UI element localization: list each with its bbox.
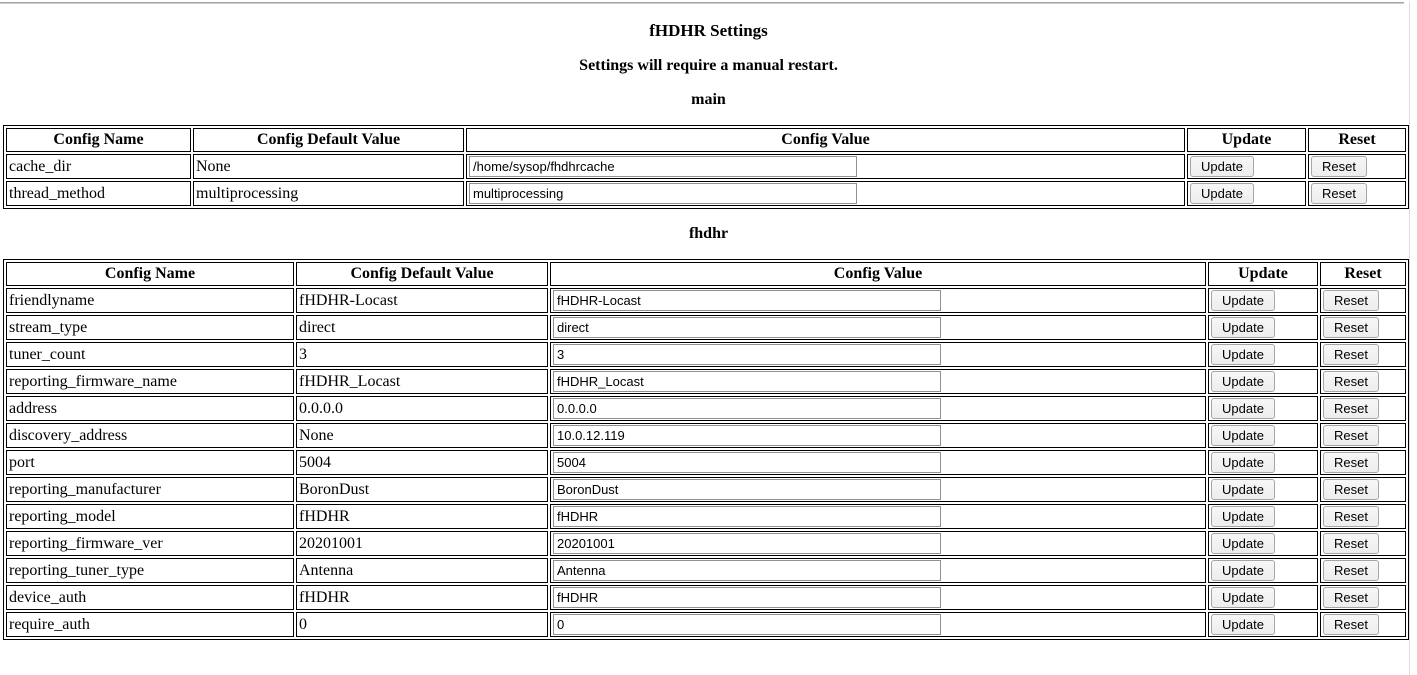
- config-value-cell: [550, 423, 1206, 448]
- config-default-cell: 0: [296, 612, 548, 637]
- config-value-input[interactable]: [553, 479, 941, 500]
- config-name-cell: thread_method: [6, 181, 191, 206]
- update-cell: [1208, 585, 1318, 610]
- config-default-cell: None: [193, 154, 464, 179]
- header-row: [6, 262, 1406, 286]
- update-button[interactable]: Update: [1190, 156, 1254, 177]
- reset-cell: [1320, 315, 1406, 340]
- config-value-cell: [550, 585, 1206, 610]
- reset-button[interactable]: Reset: [1323, 452, 1379, 473]
- config-default-cell: 20201001: [296, 531, 548, 556]
- config-value-input[interactable]: [553, 614, 941, 635]
- config-row: [6, 477, 1406, 502]
- update-button[interactable]: Update: [1211, 425, 1275, 446]
- update-button[interactable]: Update: [1211, 560, 1275, 581]
- reset-cell: [1320, 477, 1406, 502]
- scrollbar-divider: [1409, 2, 1410, 675]
- reset-cell: [1320, 342, 1406, 367]
- update-cell: [1208, 396, 1318, 421]
- column-header-config-value: Config Value: [550, 262, 1206, 286]
- config-value-input[interactable]: [553, 344, 941, 365]
- section-title-main: main: [691, 91, 726, 108]
- config-row: [6, 315, 1406, 340]
- config-row: [6, 504, 1406, 529]
- reset-button[interactable]: Reset: [1323, 587, 1379, 608]
- update-button[interactable]: Update: [1211, 506, 1275, 527]
- update-cell: [1208, 315, 1318, 340]
- config-name-cell: tuner_count: [6, 342, 294, 367]
- config-value-input[interactable]: [553, 317, 941, 338]
- config-row: [6, 531, 1406, 556]
- reset-button[interactable]: Reset: [1323, 317, 1379, 338]
- update-button[interactable]: Update: [1211, 344, 1275, 365]
- config-value-input[interactable]: [553, 452, 941, 473]
- update-cell: [1187, 154, 1306, 179]
- config-value-cell: [550, 531, 1206, 556]
- update-button[interactable]: Update: [1211, 290, 1275, 311]
- config-row: [6, 181, 1406, 206]
- update-cell: [1208, 288, 1318, 313]
- config-name-cell: require_auth: [6, 612, 294, 637]
- column-header-reset: Reset: [1308, 128, 1406, 152]
- config-value-input[interactable]: [553, 398, 941, 419]
- reset-button[interactable]: Reset: [1323, 290, 1379, 311]
- column-header-config-default: Config Default Value: [296, 262, 548, 286]
- config-value-cell: [550, 612, 1206, 637]
- config-default-cell: None: [296, 423, 548, 448]
- update-button[interactable]: Update: [1211, 371, 1275, 392]
- column-header-reset: Reset: [1320, 262, 1406, 286]
- update-button[interactable]: Update: [1190, 183, 1254, 204]
- config-name-cell: stream_type: [6, 315, 294, 340]
- config-default-cell: 0.0.0.0: [296, 396, 548, 421]
- config-default-cell: 5004: [296, 450, 548, 475]
- reset-cell: [1320, 612, 1406, 637]
- reset-cell: [1320, 558, 1406, 583]
- reset-button[interactable]: Reset: [1323, 506, 1379, 527]
- reset-button[interactable]: Reset: [1323, 533, 1379, 554]
- reset-cell: [1308, 181, 1406, 206]
- config-value-input[interactable]: [553, 425, 941, 446]
- config-value-input[interactable]: [553, 290, 941, 311]
- update-cell: [1208, 477, 1318, 502]
- column-header-config-default: Config Default Value: [193, 128, 464, 152]
- reset-cell: [1320, 504, 1406, 529]
- update-cell: [1208, 531, 1318, 556]
- top-divider: [0, 2, 1404, 4]
- config-table-main: [3, 125, 1409, 209]
- config-default-cell: direct: [296, 315, 548, 340]
- config-default-cell: multiprocessing: [193, 181, 464, 206]
- reset-button[interactable]: Reset: [1323, 425, 1379, 446]
- config-value-cell: [550, 396, 1206, 421]
- config-name-cell: device_auth: [6, 585, 294, 610]
- reset-button[interactable]: Reset: [1323, 614, 1379, 635]
- restart-notice: Settings will require a manual restart.: [579, 57, 838, 74]
- config-default-cell: BoronDust: [296, 477, 548, 502]
- update-button[interactable]: Update: [1211, 452, 1275, 473]
- reset-button[interactable]: Reset: [1311, 183, 1367, 204]
- reset-button[interactable]: Reset: [1323, 479, 1379, 500]
- reset-cell: [1320, 369, 1406, 394]
- reset-cell: [1320, 288, 1406, 313]
- config-row: [6, 585, 1406, 610]
- update-cell: [1208, 423, 1318, 448]
- update-button[interactable]: Update: [1211, 317, 1275, 338]
- reset-cell: [1320, 396, 1406, 421]
- config-row: [6, 154, 1406, 179]
- reset-cell: [1308, 154, 1406, 179]
- config-row: [6, 558, 1406, 583]
- reset-button[interactable]: Reset: [1323, 371, 1379, 392]
- config-value-input[interactable]: [553, 560, 941, 581]
- config-name-cell: friendlyname: [6, 288, 294, 313]
- config-value-input[interactable]: [553, 587, 941, 608]
- config-value-cell: [550, 288, 1206, 313]
- config-value-cell: [550, 558, 1206, 583]
- config-name-cell: reporting_tuner_type: [6, 558, 294, 583]
- reset-cell: [1320, 423, 1406, 448]
- section-title-fhdhr: fhdhr: [688, 225, 729, 242]
- reset-button[interactable]: Reset: [1323, 344, 1379, 365]
- config-value-input[interactable]: [553, 371, 941, 392]
- reset-button[interactable]: Reset: [1311, 156, 1367, 177]
- config-name-cell: port: [6, 450, 294, 475]
- config-name-cell: cache_dir: [6, 154, 191, 179]
- config-name-cell: reporting_firmware_ver: [6, 531, 294, 556]
- config-default-cell: Antenna: [296, 558, 548, 583]
- config-value-cell: [550, 450, 1206, 475]
- config-default-cell: 3: [296, 342, 548, 367]
- config-row: [6, 423, 1406, 448]
- update-cell: [1208, 612, 1318, 637]
- config-value-cell: [550, 369, 1206, 394]
- update-cell: [1208, 558, 1318, 583]
- config-row: [6, 396, 1406, 421]
- config-value-input[interactable]: [469, 183, 857, 204]
- update-button[interactable]: Update: [1211, 479, 1275, 500]
- config-name-cell: address: [6, 396, 294, 421]
- config-default-cell: fHDHR-Locast: [296, 288, 548, 313]
- reset-cell: [1320, 450, 1406, 475]
- column-header-config-value: Config Value: [466, 128, 1185, 152]
- update-cell: [1208, 450, 1318, 475]
- config-row: [6, 342, 1406, 367]
- config-table-fhdhr: [3, 259, 1409, 640]
- config-name-cell: reporting_firmware_name: [6, 369, 294, 394]
- update-cell: [1208, 369, 1318, 394]
- config-value-cell: [550, 504, 1206, 529]
- column-header-update: Update: [1187, 128, 1306, 152]
- update-cell: [1187, 181, 1306, 206]
- header-row: [6, 128, 1406, 152]
- config-value-input[interactable]: [553, 506, 941, 527]
- config-row: [6, 450, 1406, 475]
- config-row: [6, 612, 1406, 637]
- config-value-input[interactable]: [469, 156, 857, 177]
- config-value-input[interactable]: [553, 533, 941, 554]
- reset-cell: [1320, 585, 1406, 610]
- config-value-cell: [550, 477, 1206, 502]
- update-cell: [1208, 504, 1318, 529]
- config-value-cell: [550, 342, 1206, 367]
- column-header-config-name: Config Name: [6, 262, 294, 286]
- reset-cell: [1320, 531, 1406, 556]
- config-default-cell: fHDHR: [296, 585, 548, 610]
- update-button[interactable]: Update: [1211, 587, 1275, 608]
- config-value-cell: [466, 181, 1185, 206]
- update-button[interactable]: Update: [1211, 398, 1275, 419]
- column-header-update: Update: [1208, 262, 1318, 286]
- config-row: [6, 288, 1406, 313]
- config-name-cell: reporting_model: [6, 504, 294, 529]
- config-value-cell: [550, 315, 1206, 340]
- config-default-cell: fHDHR: [296, 504, 548, 529]
- config-row: [6, 369, 1406, 394]
- page-title: fHDHR Settings: [649, 21, 768, 40]
- update-cell: [1208, 342, 1318, 367]
- config-default-cell: fHDHR_Locast: [296, 369, 548, 394]
- config-name-cell: discovery_address: [6, 423, 294, 448]
- config-value-cell: [466, 154, 1185, 179]
- update-button[interactable]: Update: [1211, 614, 1275, 635]
- reset-button[interactable]: Reset: [1323, 560, 1379, 581]
- config-name-cell: reporting_manufacturer: [6, 477, 294, 502]
- column-header-config-name: Config Name: [6, 128, 191, 152]
- reset-button[interactable]: Reset: [1323, 398, 1379, 419]
- update-button[interactable]: Update: [1211, 533, 1275, 554]
